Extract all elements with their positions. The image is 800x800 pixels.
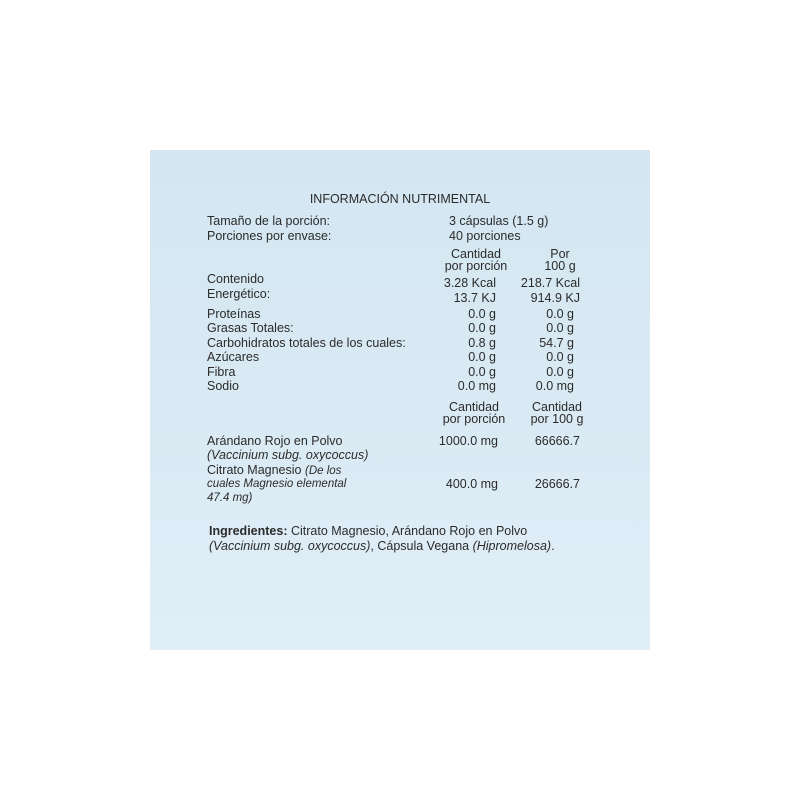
ingredients-end: . — [551, 539, 555, 553]
energy-kcal-100: 218.7 Kcal — [520, 276, 580, 290]
nutrient-per100: 0.0 g — [546, 365, 574, 379]
nutrient-per100: 0.0 g — [546, 321, 574, 335]
energy-kj-100: 914.9 KJ — [530, 291, 580, 305]
header-portion-line2: por porción — [444, 259, 508, 273]
magnesium-portion: 400.0 mg — [445, 477, 498, 491]
ingredients-latin: (Vaccinium subg. oxycoccus) — [209, 539, 371, 553]
serving-size-value: 3 cápsulas (1.5 g) — [449, 214, 549, 228]
cranberry-per100: 66666.7 — [534, 434, 580, 448]
energy-label-line2: Energético: — [207, 287, 271, 301]
energy-kcal-portion: 3.28 Kcal — [443, 276, 496, 290]
nutrient-portion: 0.0 g — [468, 365, 496, 379]
nutrient-portion: 0.0 g — [468, 350, 496, 364]
ingredients-capsule: (Hipromelosa) — [472, 539, 552, 553]
nutrient-per100: 0.0 g — [546, 307, 574, 321]
nutrition-panel — [150, 150, 650, 650]
nutrient-per100: 0.0 g — [546, 350, 574, 364]
nutrient-portion: 0.0 mg — [457, 379, 496, 393]
cranberry-portion: 1000.0 mg — [438, 434, 498, 448]
servings-per-container-value: 40 porciones — [449, 229, 521, 243]
header2-portion-line1: Cantidad — [448, 400, 500, 414]
serving-size-label: Tamaño de la porción: — [207, 214, 330, 228]
cranberry-name: Arándano Rojo en Polvo — [207, 434, 343, 448]
ingredients-part2: , Cápsula Vegana — [370, 539, 473, 553]
magnesium-note-3: 47.4 mg) — [207, 492, 253, 504]
panel-title: INFORMACIÓN NUTRIMENTAL — [309, 192, 491, 206]
ingredients-part1: Citrato Magnesio, Arándano Rojo en Polvo — [287, 524, 528, 538]
nutrient-name: Azúcares — [207, 350, 260, 364]
header2-100g-line2: por 100 g — [530, 412, 584, 426]
nutrient-per100: 54.7 g — [539, 336, 574, 350]
cranberry-latin-name: (Vaccinium subg. oxycoccus) — [207, 448, 369, 462]
nutrient-portion: 0.0 g — [468, 307, 496, 321]
magnesium-entry — [207, 463, 341, 478]
nutrient-portion: 0.8 g — [468, 336, 496, 350]
nutrient-name: Proteínas — [207, 307, 261, 321]
energy-label-line1: Contenido — [207, 272, 264, 286]
nutrient-per100: 0.0 mg — [535, 379, 574, 393]
header2-portion-line2: por porción — [442, 412, 506, 426]
nutrient-name: Carbohidratos totales de los cuales: — [207, 336, 406, 350]
header-portion-line1: Cantidad — [450, 247, 502, 261]
servings-per-container-label: Porciones por envase: — [207, 229, 332, 243]
magnesium-note-1: (De los — [304, 465, 342, 477]
nutrient-name: Fibra — [207, 365, 236, 379]
header-100g-line1: Por — [550, 247, 570, 261]
ingredients-text — [209, 524, 609, 554]
ingredients-label: Ingredientes: — [209, 524, 288, 538]
nutrient-portion: 0.0 g — [468, 321, 496, 335]
nutrient-name: Sodio — [207, 379, 239, 393]
header-100g-line2: 100 g — [544, 259, 576, 273]
energy-kj-portion: 13.7 KJ — [453, 291, 496, 305]
header2-100g-line1: Cantidad — [531, 400, 583, 414]
magnesium-note-2: cuales Magnesio elemental — [207, 478, 347, 490]
magnesium-name: Citrato Magnesio — [207, 463, 302, 477]
magnesium-per100: 26666.7 — [534, 477, 580, 491]
nutrient-name: Grasas Totales: — [207, 321, 294, 335]
